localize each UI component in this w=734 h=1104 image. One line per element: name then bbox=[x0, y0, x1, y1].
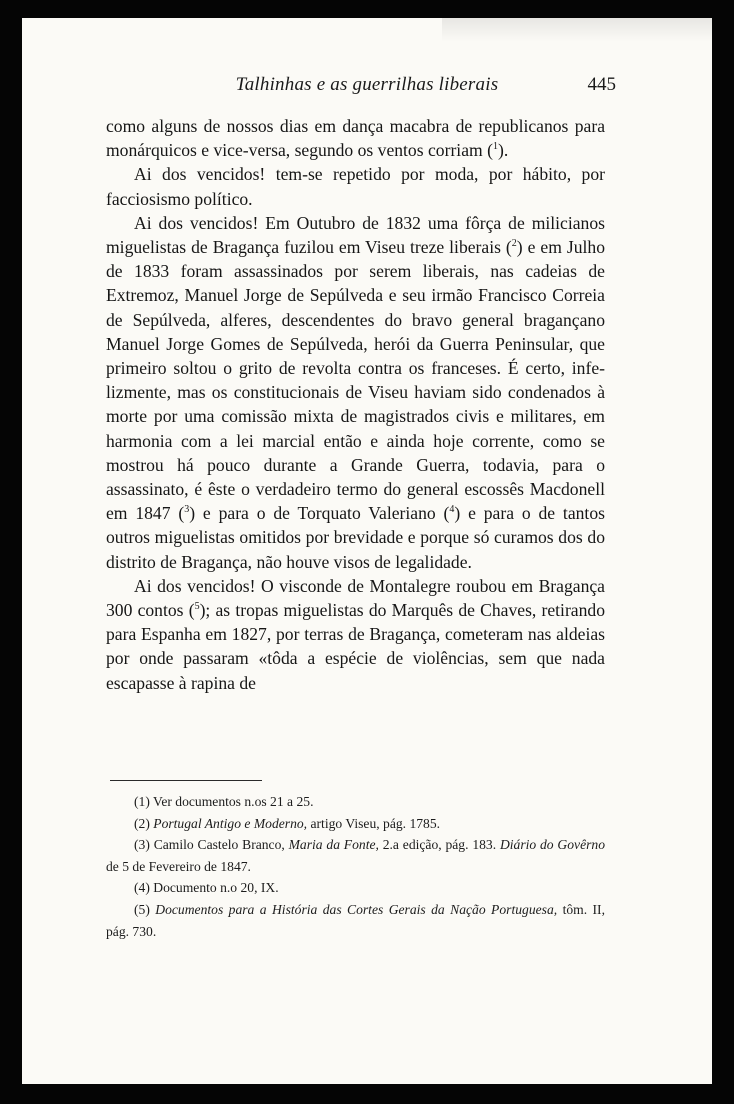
book-page bbox=[22, 18, 712, 1084]
footnote-5: (5) Documentos para a História das Cortes Gerais da Nação Portuguesa, tôm. II, pág. 730. bbox=[106, 901, 605, 939]
footnotes bbox=[106, 791, 605, 942]
page-edge-shadow bbox=[442, 18, 712, 42]
footnote-3: (3) Camilo Castelo Branco, Maria da Fonte, 2.a edição, pág. 183. Diário do Govêrno de 5 de Fevereiro de 1847. bbox=[106, 837, 605, 874]
footnote-2: (2) Portugal Antigo e Moderno, artigo Viseu, pág. 1785. bbox=[134, 815, 441, 831]
paragraph-1: como alguns de nossos dias em dança macabra de republicanos para monárquicos e vice-versa, segundo os ventos corriam ($^1$). bbox=[106, 116, 605, 161]
paragraph-2: Ai dos vencidos! tem-se repetido por moda, por hábito, por facciosismo político. bbox=[106, 164, 605, 209]
footnote-ref-1: 1 bbox=[492, 141, 498, 153]
paragraph-3: Ai dos vencidos! Em Outubro de 1832 uma fôrça de milicianos miguelistas de Bragança fuzilou em Viseu treze liberais ($^2$) e em Julho de 1833 foram assassinados por serem liberais, nas cadeias de Extremoz, Manuel Jorge de Sepúlveda e seu irmão Francisco Correia de Sepúlveda, alferes, descendentes do bravo general bragançano Manuel Jorge Gomes de Sepúlveda, herói da Guerra Peninsular, que primeiro soltou o grito de revolta contra os franceses. É certo, infelizmente, mas os constitucionais de Viseu haviam sido condenados à morte por uma comissão mixta de magistrados civis e militares, em harmonia com a lei marcial então e ainda hoje corrente, como se mostrou há pouco durante a Grande Guerra, todavia, para o assassinato, é êste o verdadeiro termo do general escossês Macdonell em 1847 ($^3$) e para o de Torquato Valeriano ($^4$) e para o de tantos outros miguelistas omitidos por brevidade e porque só curamos dos do distrito de Bragança, não houve visos de legalidade. bbox=[106, 212, 606, 572]
main-text bbox=[106, 114, 605, 695]
footnote-divider bbox=[110, 780, 262, 781]
page-number: 445 bbox=[587, 74, 616, 95]
page-header bbox=[22, 74, 712, 102]
footnote-4: (4) Documento n.o 20, IX. bbox=[134, 880, 279, 896]
footnote-ref-4: 4 bbox=[449, 504, 455, 516]
footnote-ref-2: 2 bbox=[511, 238, 517, 250]
footnote-1: (1) Ver documentos n.os 21 a 25. bbox=[134, 794, 314, 809]
running-title: Talhinhas e as guerrilhas liberais bbox=[235, 74, 499, 95]
footnote-ref-3: 3 bbox=[184, 504, 190, 516]
footnote-ref-5: 5 bbox=[194, 601, 200, 613]
paragraph-4: Ai dos vencidos! O visconde de Montalegre roubou em Bragança 300 contos ($^5$); as tropas miguelistas do Marquês de Chaves, retirando para Espanha em 1827, por terras de Bragança, cometeram nas aldeias por onde passaram «tôda a espécie de violências, sem que nada escapasse à rapina de bbox=[106, 575, 605, 693]
